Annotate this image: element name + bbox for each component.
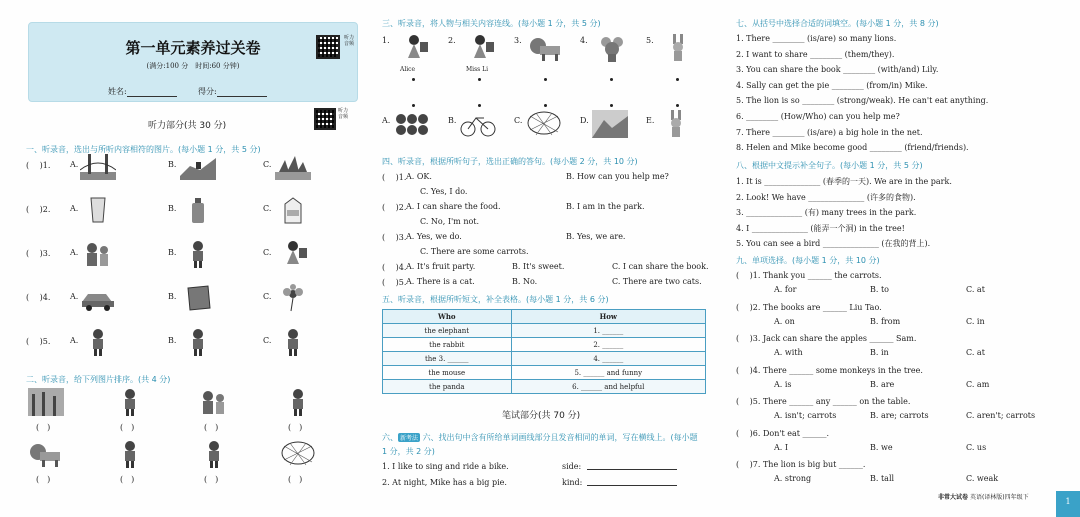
option-c-label: C.: [263, 292, 272, 301]
score-field[interactable]: [198, 86, 267, 97]
match-dot[interactable]: [676, 78, 679, 81]
section-9-title: 九、单项选择。(每小题 1 分，共 10 分): [736, 256, 880, 265]
boy-icon[interactable]: [80, 328, 116, 358]
option-c: C. There are two cats.: [612, 277, 702, 286]
title-banner: [28, 22, 358, 102]
question-number[interactable]: ( )2.: [382, 203, 407, 212]
person-number: 2.: [448, 36, 456, 45]
option-letter: E.: [646, 116, 655, 125]
how-cell[interactable]: 2. ______: [511, 338, 705, 352]
option-b[interactable]: B. to: [870, 285, 889, 294]
section-2-title: 二、听录音，给下列图片排序。(共 4 分): [26, 375, 171, 384]
lion-icon: [528, 34, 564, 64]
option-b[interactable]: B. in: [870, 348, 889, 357]
listening-title: 听力部分(共 30 分): [148, 121, 227, 131]
answer-line[interactable]: [587, 478, 677, 486]
fill-blank-item[interactable]: 2. I want to share ________ (them/they).: [736, 49, 895, 59]
translation-item[interactable]: 3. ______________ (有) many trees in the park.: [736, 208, 917, 218]
bicycle-icon: [460, 110, 496, 140]
option-a: A. I can share the food.: [406, 202, 501, 211]
question-number[interactable]: ( )3.: [26, 249, 51, 258]
table-row: [383, 352, 706, 366]
question-number[interactable]: ( )5.: [26, 337, 51, 346]
page-number: 1: [1056, 491, 1080, 517]
option-c: C. I can share the book.: [612, 262, 709, 271]
person-label: Alice: [400, 66, 416, 73]
boy-icon[interactable]: [180, 328, 216, 358]
bottle-icon[interactable]: [180, 196, 216, 226]
book-icon[interactable]: [180, 284, 216, 314]
table-row: [383, 338, 706, 352]
option-b[interactable]: B. are: [870, 379, 895, 389]
answer-bracket[interactable]: ( ): [204, 475, 219, 484]
target-word: kind:: [562, 478, 583, 487]
qr-caption-2: 听力音频: [338, 108, 349, 120]
option-b-label: B.: [168, 336, 177, 345]
kids-icon[interactable]: [196, 388, 232, 418]
question-text[interactable]: ( )2. The books are ______ Liu Tao.: [736, 302, 882, 312]
option-b: B. How can you help me?: [566, 172, 669, 181]
mouse-icon: [594, 34, 630, 64]
match-dot[interactable]: [610, 78, 613, 81]
question-number[interactable]: ( )3.: [382, 233, 407, 242]
fill-blank-item[interactable]: 1. There ________ (is/are) so many lions.: [736, 34, 897, 43]
question-text[interactable]: ( )4. There ______ some monkeys in the tree.: [736, 365, 923, 375]
option-b[interactable]: B. from: [870, 316, 901, 326]
match-dot[interactable]: [544, 78, 547, 81]
answer-bracket[interactable]: ( ): [36, 423, 51, 432]
girl-icon: [396, 34, 432, 64]
section-6-heading: 六、找出句中含有所给单词画线部分且发音相同的单词，写在横线上。(每小题: [422, 433, 698, 442]
target-word: side:: [562, 462, 582, 471]
option-b[interactable]: B. we: [870, 442, 893, 452]
answer-line[interactable]: [587, 462, 677, 470]
flower-icon[interactable]: [275, 284, 311, 314]
table-row: [383, 324, 706, 338]
person-number: 5.: [646, 36, 654, 45]
section-6-title: [382, 432, 698, 443]
person-label: Miss Li: [466, 66, 489, 73]
how-cell[interactable]: 4. ______: [511, 352, 705, 366]
bridge-icon[interactable]: [80, 152, 116, 182]
net-icon[interactable]: [280, 440, 316, 470]
match-dot[interactable]: [676, 104, 679, 107]
option-a: C. No, I'm not.: [420, 217, 480, 226]
option-a: A. There is a cat.: [406, 277, 475, 286]
person-number: 4.: [580, 36, 588, 45]
page-title: 第一单元素养过关卷: [125, 39, 261, 57]
milk-carton-icon[interactable]: [275, 196, 311, 226]
qr-caption: 听力音频: [344, 35, 355, 47]
option-c[interactable]: C. weak: [966, 474, 999, 483]
option-c[interactable]: C. at: [966, 285, 985, 294]
boy-icon[interactable]: [196, 440, 232, 470]
section-3-title: 三、听录音，将人物与相关内容连线。(每小题 1 分，共 5 分): [382, 19, 601, 28]
car-icon[interactable]: [80, 284, 116, 314]
fill-blank-item[interactable]: 7. There ________ (is/are) a big hole in the net.: [736, 127, 923, 137]
answer-bracket[interactable]: ( ): [288, 475, 303, 484]
kids-icon[interactable]: [80, 240, 116, 270]
how-cell[interactable]: 1. ______: [511, 324, 705, 338]
option-c[interactable]: C. in: [966, 316, 985, 326]
boy-icon[interactable]: [112, 440, 148, 470]
option-c-label: C.: [263, 248, 272, 257]
boy-icon[interactable]: [112, 388, 148, 418]
option-b-label: B.: [168, 248, 177, 257]
option-c-label: C.: [263, 160, 272, 169]
option-a: A. It's fruit party.: [406, 262, 476, 271]
option-letter: B.: [448, 116, 457, 125]
section-5-table: [382, 309, 706, 394]
option-c[interactable]: C. us: [966, 442, 987, 452]
match-dot[interactable]: [610, 104, 613, 107]
opera-house-icon[interactable]: [275, 152, 311, 182]
fill-blank-item[interactable]: 5. The lion is so ________ (strong/weak). He can't eat anything.: [736, 96, 989, 106]
forest-icon[interactable]: [28, 388, 64, 418]
column-middle: [372, 0, 712, 517]
who-cell[interactable]: the rabbit: [383, 338, 512, 352]
rabbit-icon: [660, 34, 696, 64]
option-a: A. Yes, we do.: [406, 232, 462, 241]
glass-icon[interactable]: [80, 196, 116, 226]
option-b: B. No.: [512, 277, 538, 286]
option-letter: D.: [580, 116, 589, 125]
section-5-title: 五、听录音，根据所听短文，补全表格。(每小题 1 分，共 6 分): [382, 295, 609, 304]
boy-icon[interactable]: [275, 328, 311, 358]
fill-blank-item[interactable]: 3. You can share the book ________ (with/and) Lily.: [736, 65, 939, 75]
option-c[interactable]: C. aren't; carrots: [966, 411, 1036, 420]
translation-item[interactable]: 4. I ______________ (能弄一个洞) in the tree!: [736, 223, 905, 233]
who-cell[interactable]: the 3. ______: [383, 352, 512, 366]
footer: [938, 492, 1029, 501]
translation-item[interactable]: 1. It is ______________ (春季的一天). We are in the park.: [736, 177, 952, 186]
option-b-label: B.: [168, 204, 177, 213]
match-dot[interactable]: [412, 78, 415, 81]
section-4-title: 四、听录音，根据所听句子，选出正确的答句。(每小题 2 分，共 10 分): [382, 157, 638, 166]
translation-item[interactable]: 2. Look! We have ______________ (许多的食物).: [736, 192, 916, 202]
question-text[interactable]: ( )5. There ______ any ______ on the table.: [736, 397, 911, 406]
option-b[interactable]: B. tall: [870, 474, 895, 483]
table-row: [383, 366, 706, 380]
question-number[interactable]: ( )1.: [382, 173, 407, 182]
translation-item[interactable]: 5. You can see a bird ______________ (在我的背上).: [736, 239, 931, 249]
option-a-label: A.: [70, 292, 79, 301]
sentence: 1. I like to sing and ride a bike.: [382, 462, 509, 471]
section-8-title: 八、根据中文提示补全句子。(每小题 1 分，共 5 分): [736, 161, 923, 170]
match-dot[interactable]: [478, 78, 481, 81]
match-dot[interactable]: [544, 104, 547, 107]
who-cell[interactable]: the mouse: [383, 366, 512, 380]
match-dot[interactable]: [478, 104, 481, 107]
fill-blank-item[interactable]: 4. Sally can get the pie ________ (from/in) Mike.: [736, 80, 928, 90]
great-wall-icon[interactable]: [180, 152, 216, 182]
section-6-heading-prefix: 六、: [382, 433, 398, 442]
option-b: B. It's sweet.: [512, 262, 565, 271]
net-icon: [526, 110, 562, 140]
name-label: 姓名:: [108, 87, 127, 96]
qr-code-icon: [316, 35, 340, 59]
rabbit-icon: [658, 110, 694, 140]
match-dot[interactable]: [412, 104, 415, 107]
question-number[interactable]: ( )2.: [26, 205, 51, 214]
column-left: [18, 0, 358, 517]
question-number[interactable]: ( )4.: [382, 263, 407, 272]
option-a-label: A.: [70, 160, 79, 169]
page-subtitle: (满分:100 分 时间:60 分钟): [146, 62, 240, 70]
column-right: [728, 0, 1068, 517]
person-number: 1.: [382, 36, 390, 45]
option-a[interactable]: A. I: [774, 442, 789, 452]
option-b: B. I am in the park.: [566, 202, 645, 211]
how-cell[interactable]: 6. ______ and helpful: [511, 380, 705, 394]
option-a: A. OK.: [406, 172, 432, 181]
option-a[interactable]: A. for: [774, 285, 797, 294]
option-a[interactable]: A. strong: [774, 474, 812, 483]
option-c[interactable]: C. am: [966, 379, 990, 389]
table-row: [383, 380, 706, 394]
option-a[interactable]: A. isn't; carrots: [774, 411, 837, 420]
option-b-label: B.: [168, 292, 177, 301]
sentence: 2. At night, Mike has a big pie.: [382, 478, 507, 487]
option-letter: C.: [514, 116, 523, 125]
person-number: 3.: [514, 36, 522, 45]
option-a[interactable]: A. on: [774, 316, 795, 326]
boy-icon[interactable]: [280, 388, 316, 418]
new-format-tag: 新考法: [400, 435, 419, 442]
lion-icon[interactable]: [28, 440, 64, 470]
section-6-title-2: 1 分，共 2 分): [382, 447, 435, 456]
option-a: C. Yes, I do.: [420, 187, 468, 196]
option-b-label: B.: [168, 160, 177, 169]
boy-icon[interactable]: [180, 240, 216, 270]
score-label: 得分:: [198, 87, 217, 96]
name-field[interactable]: [108, 86, 177, 97]
cookies-icon: [394, 110, 430, 140]
answer-bracket[interactable]: ( ): [288, 423, 303, 432]
fill-blank-item[interactable]: 6. ________ (How/Who) can you help me?: [736, 112, 900, 121]
option-a[interactable]: A. is: [774, 379, 792, 389]
question-text[interactable]: ( )3. Jack can share the apples ______ Sam.: [736, 334, 917, 343]
option-a: C. There are some carrots.: [420, 247, 529, 256]
answer-bracket[interactable]: ( ): [36, 475, 51, 484]
hill-icon: [592, 110, 628, 140]
who-cell[interactable]: the elephant: [383, 324, 512, 338]
footer-subject: 英语(译林版)四年级下: [969, 494, 1029, 501]
option-letter: A.: [382, 116, 391, 125]
answer-bracket[interactable]: ( ): [120, 475, 135, 484]
section-7-title: 七、从括号中选择合适的词填空。(每小题 1 分，共 8 分): [736, 19, 939, 28]
option-c[interactable]: C. at: [966, 348, 985, 357]
question-text[interactable]: ( )6. Don't eat ______.: [736, 428, 830, 438]
section-1-title: 一、听录音，选出与所听内容相符的图片。(每小题 1 分，共 5 分): [26, 145, 261, 154]
option-b[interactable]: B. are; carrots: [870, 411, 929, 420]
answer-bracket[interactable]: ( ): [120, 423, 135, 432]
option-c-label: C.: [263, 204, 272, 213]
option-b: B. Yes, we are.: [566, 232, 626, 241]
footer-brand: 非常大试卷: [938, 494, 969, 501]
option-a-label: A.: [70, 248, 79, 257]
option-a-label: A.: [70, 336, 79, 345]
fill-blank-item[interactable]: 8. Helen and Mike become good ________ (friend/friends).: [736, 143, 969, 153]
how-cell[interactable]: 5. ______ and funny: [511, 366, 705, 380]
question-number[interactable]: ( )1.: [26, 161, 51, 170]
option-a[interactable]: A. with: [774, 348, 803, 357]
question-text[interactable]: ( )7. The lion is big but ______.: [736, 460, 866, 469]
question-number[interactable]: ( )5.: [382, 278, 407, 287]
answer-bracket[interactable]: ( ): [204, 423, 219, 432]
written-title: 笔试部分(共 70 分): [502, 411, 581, 421]
option-a-label: A.: [70, 204, 79, 213]
question-text[interactable]: ( )1. Thank you ______ the carrots.: [736, 271, 882, 280]
girl-icon[interactable]: [275, 240, 311, 270]
qr-code-icon: [314, 108, 336, 130]
who-cell[interactable]: the panda: [383, 380, 512, 394]
table-header-how: How: [511, 310, 705, 324]
table-header-who: Who: [383, 310, 512, 324]
option-c-label: C.: [263, 336, 272, 345]
girl-icon: [462, 34, 498, 64]
question-number[interactable]: ( )4.: [26, 293, 51, 302]
